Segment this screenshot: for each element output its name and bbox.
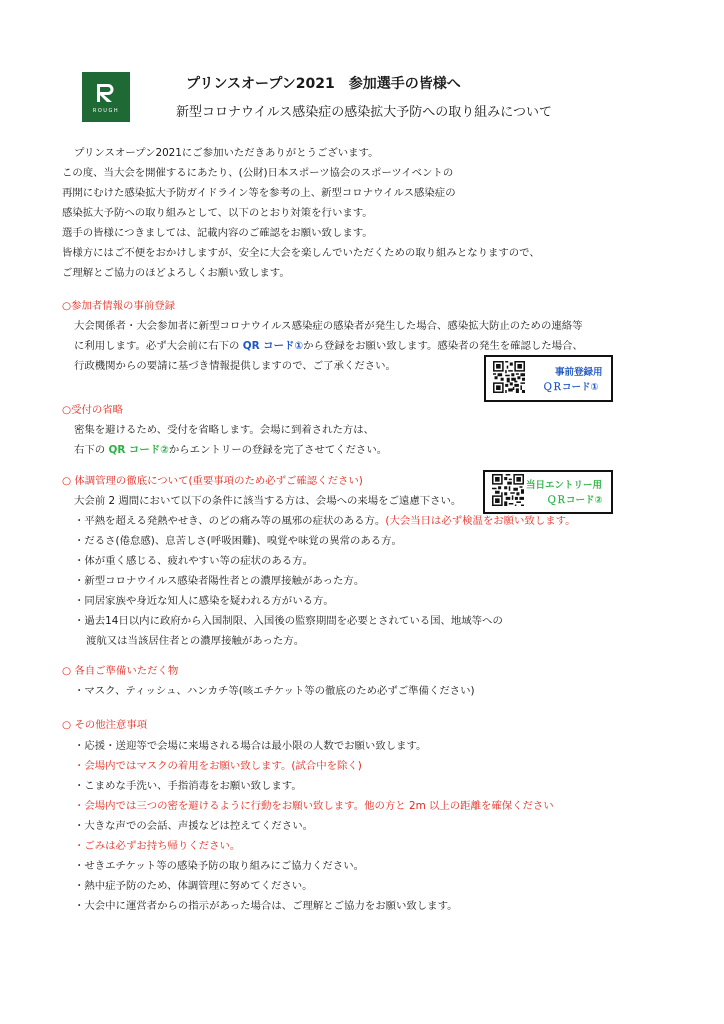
other-item: ・会場内では三つの密を避けるように行動をお願い致します。他の方と 2m 以上の距離を確保ください: [74, 800, 554, 812]
other-item: ・ごみは必ずお持ち帰りください。: [74, 840, 241, 852]
qr-code-1-link: QR コード①: [242, 340, 304, 352]
intro-line: 再開にむけた感染拡大予防ガイドライン等を参考の上、新型コロナウイルス感染症の: [62, 187, 456, 199]
health-item: ・同居家族や身近な知人に感染を疑われる方がいる方。: [74, 595, 334, 607]
section-heading-health: ○ 体調管理の徹底について(重要事項のため必ずご確認ください): [62, 475, 363, 487]
registration-line: に利用します。必ず大会前に右下の QR コード①から登録をお願い致します。感染者の発生を確認した場合、: [74, 340, 583, 352]
other-item: ・せきエチケット等の感染予防の取り組みにご協力ください。: [74, 860, 364, 872]
page-subtitle: 新型コロナウイルス感染症の感染拡大予防への取り組みについて: [176, 105, 552, 120]
qr-label: ＱＲコード①: [543, 382, 599, 393]
reception-line: 密集を避けるため、受付を省略します。会場に到着された方は、: [74, 424, 375, 436]
qr-code-icon: [493, 361, 525, 393]
health-item: ・だるさ(倦怠感)、息苦しさ(呼吸困難)、嗅覚や味覚の異常のある方。: [74, 535, 402, 547]
qr-code-box-registration[interactable]: [484, 355, 613, 402]
health-item: ・新型コロナウイルス感染者陽性者との濃厚接触があった方。: [74, 575, 365, 587]
other-item: ・大会中に運営者からの指示があった場合は、ご理解とご協力をお願い致します。: [74, 900, 458, 912]
prepare-item: ・マスク、ティッシュ、ハンカチ等(咳エチケット等の徹底のため必ずご準備ください): [74, 685, 475, 697]
qr-label: ＱＲコード②: [547, 495, 603, 506]
other-item: ・会場内ではマスクの着用をお願い致します。(試合中を除く): [74, 760, 362, 772]
logo-wordmark: ROUGH: [92, 108, 120, 114]
section-heading-other: ○ その他注意事項: [62, 719, 148, 731]
health-item: ・平熱を超える発熱やせき、のどの痛み等の風邪の症状のある方。(大会当日は必ず検温をお願い致します。: [74, 515, 576, 527]
qr-label: 当日エントリー用: [526, 480, 603, 491]
intro-line: プリンスオープン2021にご参加いただきありがとうございます。: [74, 147, 379, 159]
r-logo-icon: [95, 82, 117, 104]
other-item: ・大きな声での会話、声援などは控えてください。: [74, 820, 313, 832]
other-item: ・応援・送迎等で会場に来場される場合は最小限の人数でお願い致します。: [74, 740, 427, 752]
section-heading-items: ○ 各自ご準備いただく物: [62, 665, 179, 677]
health-item: ・体が重く感じる、疲れやすい等の症状のある方。: [74, 555, 313, 567]
intro-line: ご理解とご協力のほどよろしくお願い致します。: [62, 267, 290, 279]
intro-line: この度、当大会を開催するにあたり、(公財)日本スポーツ協会のスポーツイベントの: [62, 167, 454, 179]
qr-code-box-entry[interactable]: [483, 470, 613, 514]
other-item: ・こまめな手洗い、手指消毒をお願い致します。: [74, 780, 302, 792]
health-intro: 大会前 2 週間において以下の条件に該当する方は、会場への来場をご遠慮下さい。: [74, 495, 462, 507]
page-title: プリンスオープン2021 参加選手の皆様へ: [186, 76, 461, 92]
qr-code-icon: [492, 474, 524, 506]
section-heading-reception: ○受付の省略: [62, 404, 124, 416]
registration-line: 大会関係者・大会参加者に新型コロナウイルス感染症の感染者が発生した場合、感染拡大防止のための連絡等: [74, 320, 583, 332]
registration-line: 行政機関からの要請に基づき情報提供しますので、ご了承ください。: [74, 360, 396, 372]
intro-line: 選手の皆様につきましては、記載内容のご確認をお願い致します。: [62, 227, 373, 239]
qr-label: 事前登録用: [555, 367, 603, 378]
other-item: ・熱中症予防のため、体調管理に努めてください。: [74, 880, 313, 892]
reception-line: 右下の QR コード②からエントリーの登録を完了させてください。: [74, 444, 388, 456]
intro-line: 皆様方にはご不便をおかけしますが、安全に大会を楽しんでいただくための取り組みとなりますので、: [62, 247, 540, 259]
health-item: 渡航又は当該居住者との濃厚接触があった方。: [86, 635, 305, 647]
qr-code-2-link: QR コード②: [108, 444, 169, 456]
section-heading-registration: ○参加者情報の事前登録: [62, 300, 175, 312]
health-item: ・過去14日以内に政府から入国制限、入国後の監察期間を必要とされている国、地域等への: [74, 615, 503, 627]
rough-logo: [82, 72, 130, 122]
intro-line: 感染拡大予防への取り組みとして、以下のとおり対策を行います。: [62, 207, 373, 219]
